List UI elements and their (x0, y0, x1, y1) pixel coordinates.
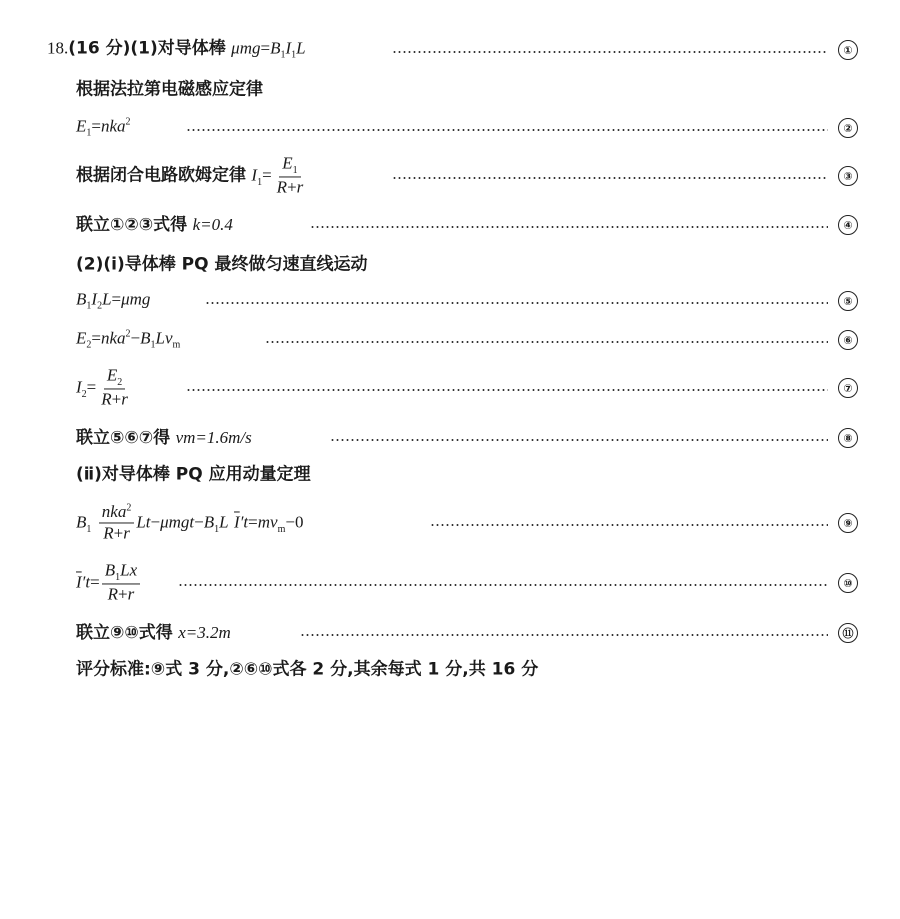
marker-4: ④ (838, 215, 858, 235)
part2-ii-title: (ⅱ)对导体棒 PQ 应用动量定理 (76, 464, 311, 485)
problem-score: (16 分) (68, 38, 131, 59)
answer-line-10 (0, 418, 900, 458)
answer-line-4: 根据闭合电路欧姆定律 $I_1=$ $\frac{E_1}{R+r}$ ③ (0, 156, 900, 196)
eq-7: $I_2=$ $\frac{E_2}{R+r}$ (76, 365, 128, 409)
marker-11: ⑪ (838, 623, 858, 643)
answer-line-12 (0, 503, 900, 543)
eq-3: $I_1$ (251, 165, 263, 188)
marker-6: ⑥ (838, 330, 858, 350)
answer-line-13 (0, 560, 900, 604)
marker-9: ⑨ (838, 513, 858, 533)
answer-line-1: 18.(16 分)(1)对导体棒 $\mu mg=B_1I_1L$ ① (0, 30, 900, 70)
eq-9: $B_1$ $\frac{nka^2}{R+r}$ $Lt-\mu mgt-B_1L$ $\overline{I}'t=mv_m-0$ (76, 502, 304, 543)
marker-8: ⑧ (838, 428, 858, 448)
answer-line-6 (0, 245, 900, 285)
line1-text: 对导体棒 (157, 38, 226, 59)
marker-3: ③ (838, 166, 858, 186)
answer-line-7 (0, 281, 900, 321)
marker-7: ⑦ (838, 378, 858, 398)
answer-line-8 (0, 320, 900, 360)
marker-1: ① (838, 40, 858, 60)
eq-10: $\overline{I}'t=$ $\frac{B_1Lx}{R+r}$ (76, 561, 142, 604)
eq-6: $E_2=nka^2-B_1Lv_m$ (76, 328, 181, 351)
answer-line-5 (0, 205, 900, 245)
combine-text-1: 联立①②③式得 (76, 215, 188, 235)
answer-line-2 (0, 70, 900, 110)
scoring-criteria: 评分标准:⑨式 3 分,②⑥⑩式各 2 分,其余每式 1 分,共 16 分 (76, 659, 539, 680)
faraday-law-text: 根据法拉第电磁感应定律 (76, 79, 263, 100)
problem-number: 18. (47, 38, 69, 58)
eq-5: $B_1I_2L=\mu mg$ (76, 289, 151, 312)
combine-text-3: 联立⑨⑩式得 (76, 623, 173, 643)
answer-line-14 (0, 613, 900, 653)
combine-text-2: 联立⑤⑥⑦得 (76, 428, 171, 448)
result-x: x=3.2m (178, 623, 231, 642)
answer-line-15 (0, 650, 900, 690)
marker-2: ② (838, 118, 858, 138)
part2-i-title: (2)(ⅰ)导体棒 PQ 最终做匀速直线运动 (76, 254, 368, 275)
eq-2: $E_1=nka^2$ (76, 116, 131, 139)
result-k: k=0.4 (192, 215, 233, 234)
answer-line-3 (0, 108, 900, 148)
marker-10: ⑩ (838, 573, 858, 593)
marker-5: ⑤ (838, 291, 858, 311)
part1-label: (1) (130, 38, 158, 59)
answer-line-11 (0, 455, 900, 495)
eq-1: μmg (231, 38, 261, 58)
result-vm: vm=1.6m/s (175, 428, 252, 447)
ohm-law-text: 根据闭合电路欧姆定律 (76, 165, 246, 186)
answer-line-9 (0, 365, 900, 409)
